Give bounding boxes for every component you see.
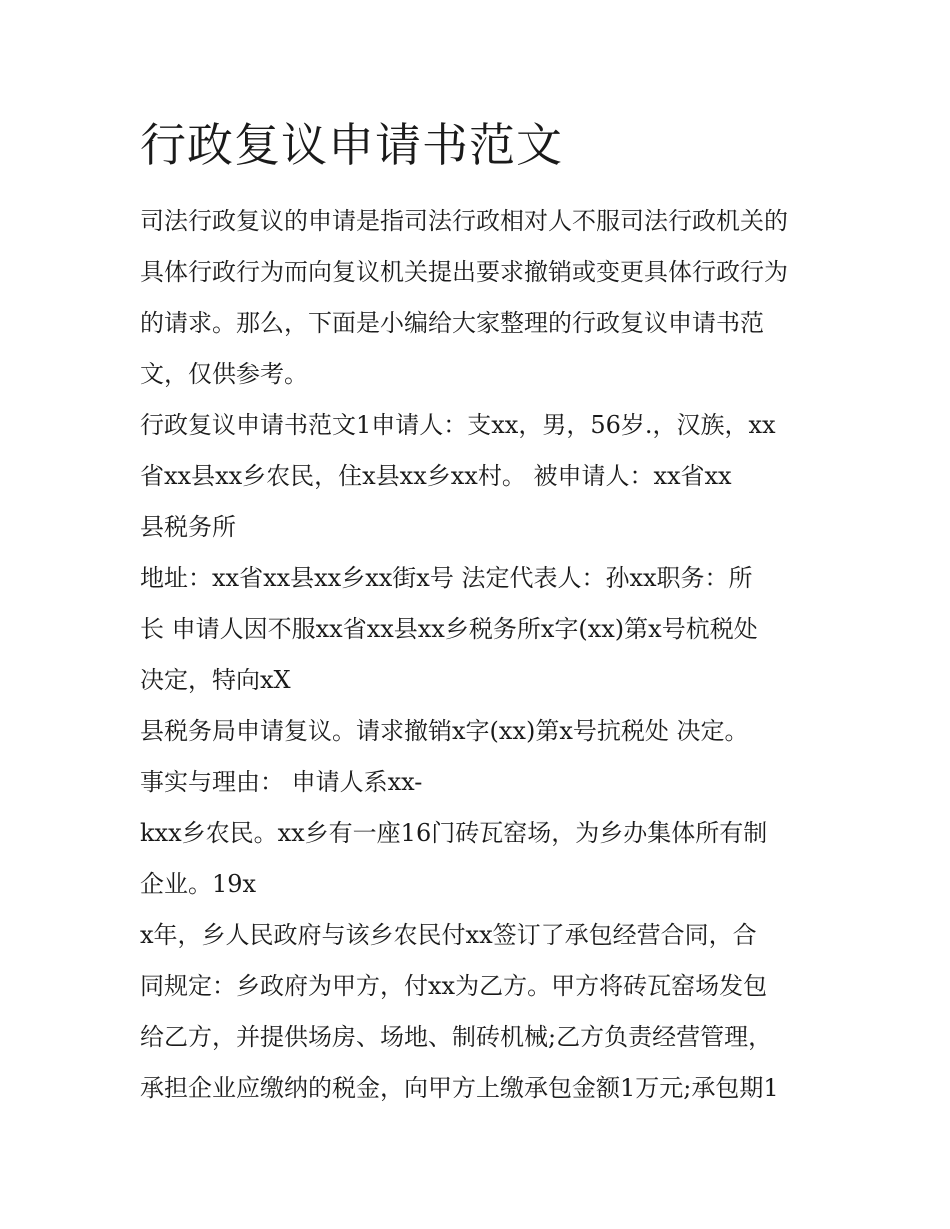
- text-line: 决定，特向xX: [140, 666, 291, 694]
- text-line: 行政复议申请书范文1申请人：支xx，男，56岁.，汉族，xx: [140, 411, 776, 439]
- text-line: 同规定：乡政府为甲方，付xx为乙方。甲方将砖瓦窑场发包: [140, 972, 768, 1000]
- text-line: 文，仅供参考。: [140, 360, 308, 388]
- document-body: [140, 196, 820, 1114]
- text-line: 地址：xx省xx县xx乡xx街x号 法定代表人：孙xx职务：所: [140, 564, 753, 592]
- text-line: 县税务局申请复议。请求撤销x字(xx)第x号抗税处 决定。: [140, 717, 749, 745]
- document-title: 行政复议申请书范文: [140, 118, 563, 172]
- text-line: 的请求。那么，下面是小编给大家整理的行政复议申请书范: [140, 309, 764, 337]
- text-line: x年，乡人民政府与该乡农民付xx签订了承包经营合同，合: [140, 921, 757, 949]
- text-line: 事实与理由： 申请人系xx-: [140, 768, 423, 796]
- text-line: 司法行政复议的申请是指司法行政相对人不服司法行政机关的: [140, 207, 788, 235]
- text-line: kxx乡农民。xx乡有一座16门砖瓦窑场，为乡办集体所有制: [140, 819, 768, 847]
- text-line: 省xx县xx乡农民，住x县xx乡xx村。 被申请人：xx省xx: [140, 462, 732, 490]
- text-line: 具体行政行为而向复议机关提出要求撤销或变更具体行政行为: [140, 258, 788, 286]
- text-line: 长 申请人因不服xx省xx县xx乡税务所x字(xx)第x号杭税处: [140, 615, 758, 643]
- text-line: 给乙方，并提供场房、场地、制砖机械;乙方负责经营管理，: [140, 1023, 773, 1051]
- text-line: 企业。19x: [140, 870, 257, 898]
- text-line: 承担企业应缴纳的税金，向甲方上缴承包金额1万元;承包期1: [140, 1074, 779, 1102]
- text-line: 县税务所: [140, 513, 236, 541]
